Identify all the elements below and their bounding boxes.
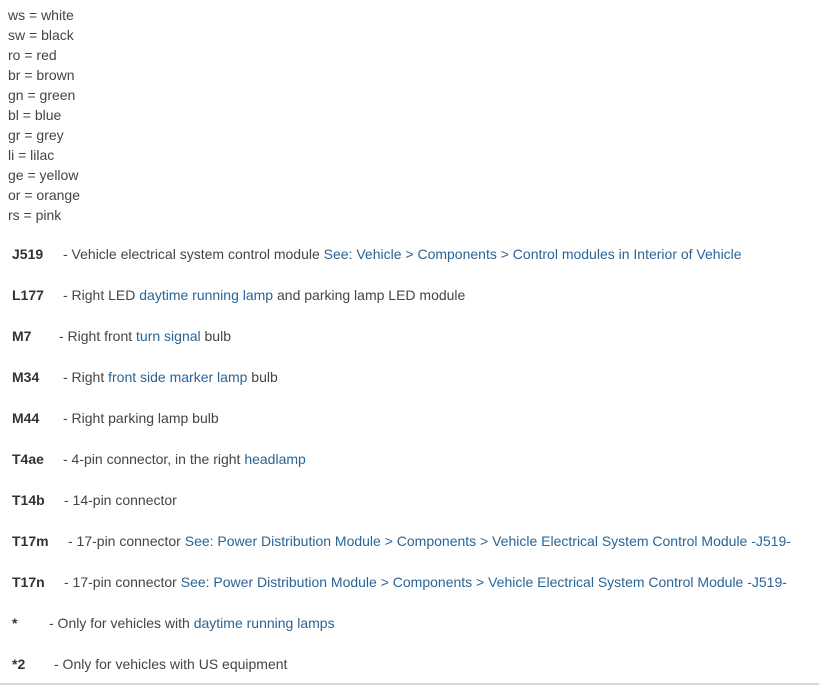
color-abbreviation: ge = yellow bbox=[8, 167, 79, 183]
description-text: - 14-pin connector bbox=[64, 492, 177, 508]
description-text: bulb bbox=[247, 369, 278, 385]
description-text: - Right parking lamp bulb bbox=[63, 410, 219, 426]
component-code: * bbox=[12, 615, 18, 631]
description-text: bulb bbox=[200, 328, 231, 344]
component-description bbox=[49, 611, 335, 635]
color-abbreviation: ro = red bbox=[8, 47, 57, 63]
component-code: T17m bbox=[12, 533, 49, 549]
component-code: T14b bbox=[12, 492, 45, 508]
component-description bbox=[68, 529, 791, 553]
color-abbreviation: sw = black bbox=[8, 27, 74, 43]
description-text: - Only for vehicles with US equipment bbox=[54, 656, 288, 672]
component-description bbox=[64, 488, 177, 512]
component-code: L177 bbox=[12, 287, 44, 303]
reference-link[interactable]: front side marker lamp bbox=[108, 369, 248, 385]
description-text: - Only for vehicles with bbox=[49, 615, 194, 631]
color-abbreviation: bl = blue bbox=[8, 107, 62, 123]
component-description bbox=[64, 570, 787, 594]
reference-link[interactable]: See: Power Distribution Module > Components > Vehicle Electrical System Control Module -J519- bbox=[184, 533, 791, 549]
component-code: M34 bbox=[12, 369, 40, 385]
description-text: - Right bbox=[63, 369, 109, 385]
component-code: T4ae bbox=[12, 451, 44, 467]
description-text: - Right LED bbox=[63, 287, 140, 303]
description-text: - 17-pin connector bbox=[68, 533, 185, 549]
color-abbreviation-list bbox=[8, 5, 80, 225]
description-text: - Vehicle electrical system control module bbox=[63, 246, 324, 262]
color-abbreviation: ws = white bbox=[8, 7, 74, 23]
component-code: T17n bbox=[12, 574, 45, 590]
component-description bbox=[54, 652, 287, 676]
component-description bbox=[63, 447, 306, 471]
reference-link[interactable]: daytime running lamp bbox=[139, 287, 274, 303]
component-code: J519 bbox=[12, 246, 44, 262]
reference-link[interactable]: daytime running lamps bbox=[193, 615, 335, 631]
color-abbreviation: rs = pink bbox=[8, 207, 62, 223]
reference-link[interactable]: See: Power Distribution Module > Components > Vehicle Electrical System Control Module -J519- bbox=[180, 574, 787, 590]
reference-link[interactable]: turn signal bbox=[136, 328, 201, 344]
component-code: M7 bbox=[12, 328, 32, 344]
component-description bbox=[63, 406, 219, 430]
component-description bbox=[63, 365, 278, 389]
component-description bbox=[63, 283, 465, 307]
reference-link[interactable]: See: Vehicle > Components > Control modules in Interior of Vehicle bbox=[323, 246, 742, 262]
bottom-divider bbox=[0, 683, 819, 685]
description-text: - 17-pin connector bbox=[64, 574, 181, 590]
description-text: - 4-pin connector, in the right bbox=[63, 451, 245, 467]
reference-link[interactable]: headlamp bbox=[244, 451, 306, 467]
component-description bbox=[59, 324, 231, 348]
description-text: and parking lamp LED module bbox=[273, 287, 466, 303]
color-abbreviation: gr = grey bbox=[8, 127, 64, 143]
color-abbreviation: br = brown bbox=[8, 67, 75, 83]
color-abbreviation: li = lilac bbox=[8, 147, 55, 163]
description-text: - Right front bbox=[59, 328, 137, 344]
component-code: M44 bbox=[12, 410, 40, 426]
color-abbreviation: gn = green bbox=[8, 87, 76, 103]
color-abbreviation: or = orange bbox=[8, 187, 80, 203]
component-description bbox=[63, 242, 742, 266]
component-code: *2 bbox=[12, 656, 26, 672]
